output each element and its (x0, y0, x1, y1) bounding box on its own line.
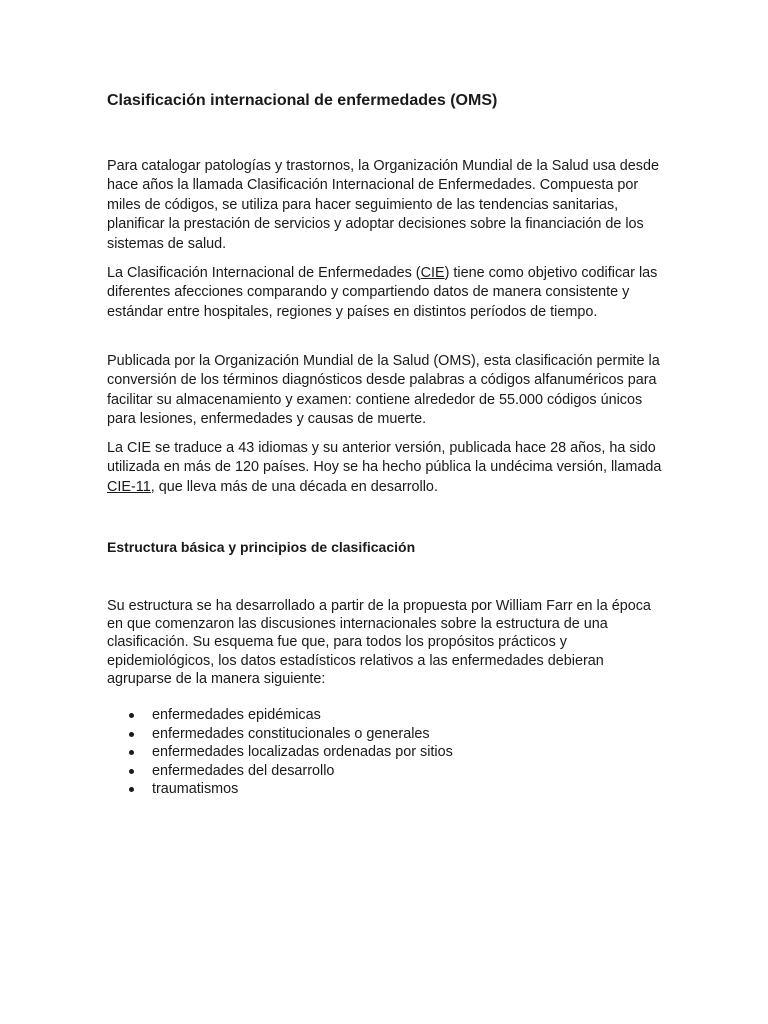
list-item (107, 762, 453, 781)
cie-link[interactable]: CIE (420, 265, 445, 281)
bullet-icon (129, 713, 134, 718)
paragraph-text: , que lleva más de una década en desarrollo. (150, 478, 438, 495)
list-item (107, 780, 453, 799)
paragraph-oms-publication: Publicada por la Organización Mundial de la Salud (OMS), esta clasificación permite la conversión de los términos diagnósticos desde palabras a códigos alfanuméricos para facilitar su almacenamiento y examen: contiene alrededor de 55.000 códigos únicos para lesiones, enfermedades y causas de muerte. (107, 353, 660, 428)
list-item-label: traumatismos (152, 781, 239, 798)
section-heading: Estructura básica y principios de clasificación (107, 539, 416, 555)
list-item (107, 725, 453, 744)
list-item (107, 706, 453, 725)
disease-group-list (107, 706, 453, 799)
bullet-icon (129, 769, 134, 774)
paragraph-cie-objective (107, 264, 667, 322)
list-item (107, 743, 453, 762)
paragraph-text: La CIE se traduce a 43 idiomas y su anterior versión, publicada hace 28 años, ha sido utilizada en más de 120 países. Hoy se ha hecho pública la undécima versión, llamada (107, 440, 662, 476)
list-item-label: enfermedades epidémicas (152, 707, 321, 723)
bullet-icon (129, 750, 134, 755)
paragraph-translations (107, 439, 667, 497)
document-title: Clasificación internacional de enfermedades (OMS) (107, 92, 498, 109)
paragraph-structure: Su estructura se ha desarrollado a partir de la propuesta por William Farr en la época en que comenzaron las discusiones internacionales sobre la estructura de una clasificación. Su esquema fue que, para todos los propósitos prácticos y epidemiológicos, los datos estadísticos relativos a las enfermedades debieran agruparse de la manera siguiente: (107, 598, 651, 687)
list-item-label: enfermedades del desarrollo (152, 762, 335, 779)
bullet-icon (129, 732, 134, 737)
list-item-label: enfermedades constitucionales o generales (152, 725, 430, 742)
cie-11-link[interactable]: CIE-11 (107, 478, 151, 495)
paragraph-intro: Para catalogar patologías y trastornos, la Organización Mundial de la Salud usa desde hace años la llamada Clasificación Internacional de Enfermedades. Compuesta por miles de códigos, se utiliza para hacer seguimiento de las tendencias sanitarias, planificar la prestación de servicios y adoptar decisiones sobre la financiación de los sistemas de salud. (107, 158, 659, 252)
paragraph-text: La Clasificación Internacional de Enfermedades ( (107, 265, 421, 281)
bullet-icon (129, 787, 134, 792)
list-item-label: enfermedades localizadas ordenadas por sitios (152, 744, 453, 761)
paragraph-text: ) tiene como objetivo codificar las diferentes afecciones comparando y compartiendo datos de manera consistente y estándar entre hospitales, regiones y países en distintos períodos de tiempo. (107, 265, 658, 320)
